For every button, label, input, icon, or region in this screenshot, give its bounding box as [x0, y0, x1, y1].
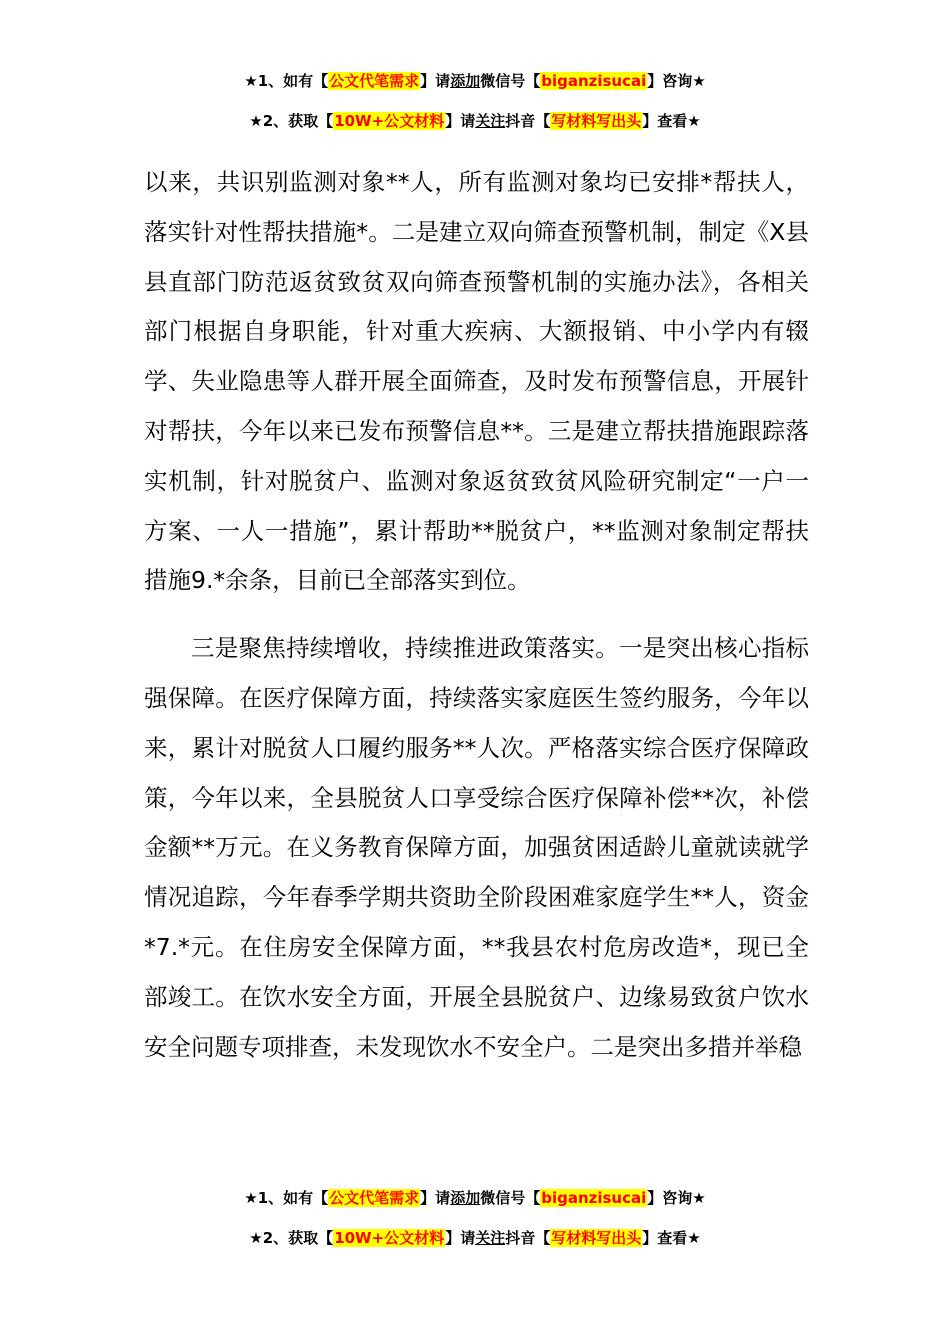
paragraph-gap — [144, 606, 809, 624]
bottom-banner-line-1 — [0, 1188, 950, 1208]
underlined-action: 添加 — [450, 72, 481, 90]
top-banner-line-1 — [0, 71, 950, 91]
highlight-wechat-id: biganzisucai — [541, 1189, 647, 1207]
underlined-action: 关注 — [475, 1229, 506, 1247]
banner-text: 】咨询★ — [647, 72, 706, 90]
highlight-douyin-id: 写材料写出头 — [551, 112, 642, 130]
banner-text: 】咨询★ — [647, 1189, 706, 1207]
highlight-wechat-id: biganzisucai — [541, 72, 647, 90]
banner-text: ★1、如有【 — [244, 1189, 329, 1207]
banner-text: ★1、如有【 — [244, 72, 329, 90]
document-body — [144, 158, 809, 1072]
highlight-service: 公文代笔需求 — [329, 72, 420, 90]
banner-text: 】查看★ — [642, 1229, 701, 1247]
highlight-service: 公文代笔需求 — [329, 1189, 420, 1207]
banner-text: ★2、获取【 — [249, 1229, 334, 1247]
banner-text: 】查看★ — [642, 112, 701, 130]
underlined-action: 关注 — [475, 112, 506, 130]
highlight-douyin-id: 写材料写出头 — [551, 1229, 642, 1247]
highlight-materials: 10W+公文材料 — [334, 112, 445, 130]
bottom-banner-line-2 — [0, 1228, 950, 1248]
banner-text: 】请 — [445, 112, 476, 130]
paragraph-1: 以来，共识别监测对象**人，所有监测对象均已安排*帮扶人，落实针对性帮扶措施*。二是建立双向筛查预警机制，制定《X县县直部门防范返贫致贫双向筛查预警机制的实施办法》，各相关部门根据自身职能，针对重大疾病、大额报销、中小学内有辍学、失业隐患等人群开展全面筛查，及时发布预警信息，开展针对帮扶，今年以来已发布预警信息**。三是建立帮扶措施跟踪落实机制，针对脱贫户、监测对象返贫致贫风险研究制定“一户一方案、一人一措施”，累计帮助**脱贫户，**监测对象制定帮扶措施9.*余条，目前已全部落实到位。 — [144, 168, 809, 595]
top-banner-line-2 — [0, 111, 950, 131]
banner-text: 微信号【 — [480, 1189, 541, 1207]
banner-text: 抖音【 — [505, 1229, 551, 1247]
banner-text: ★2、获取【 — [249, 112, 334, 130]
banner-text: 微信号【 — [480, 72, 541, 90]
banner-text: 】请 — [420, 1189, 451, 1207]
paragraph-2: 三是聚焦持续增收，持续推进政策落实。一是突出核心指标强保障。在医疗保障方面，持续落实家庭医生签约服务，今年以来，累计对脱贫人口履约服务**人次。严格落实综合医疗保障政策，今年以来，全县脱贫人口享受综合医疗保障补偿**次，补偿金额**万元。在义务教育保障方面，加强贫困适龄儿童就读就学情况追踪，今年春季学期共资助全阶段困难家庭学生**人，资金*7.*元。在住房安全保障方面，**我县农村危房改造*，现已全部竣工。在饮水安全方面，开展全县脱贫户、边缘易致贫户饮水安全问题专项排查，未发现饮水不安全户。二是突出多措并举稳 — [144, 634, 809, 1061]
banner-text: 抖音【 — [505, 112, 551, 130]
banner-text: 】请 — [420, 72, 451, 90]
underlined-action: 添加 — [450, 1189, 481, 1207]
highlight-materials: 10W+公文材料 — [334, 1229, 445, 1247]
banner-text: 】请 — [445, 1229, 476, 1247]
